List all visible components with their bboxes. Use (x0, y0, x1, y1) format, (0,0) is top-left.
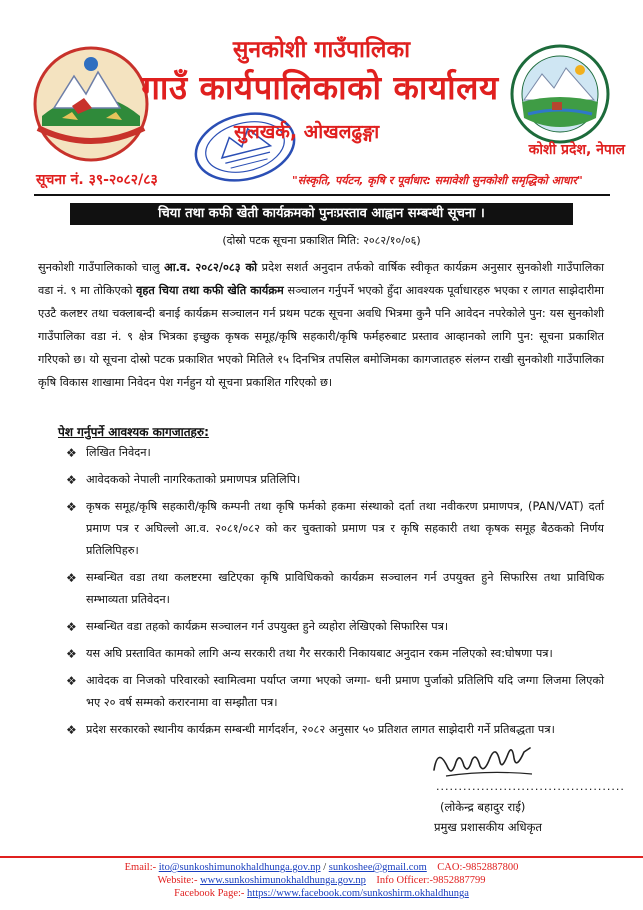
footer-divider (0, 856, 643, 858)
notice-subject: चिया तथा कफी खेती कार्यक्रमको पुनःप्रस्ताव आह्वान सम्बन्धी सूचना । (70, 203, 573, 225)
email-link-secondary[interactable]: sunkoshee@gmail.com (328, 862, 427, 873)
body-text-1: सुनकोशी गाउँपालिकाको चालु (38, 261, 165, 274)
slogan: "संस्कृति, पर्यटन, कृषि र पूर्वाधार: समावेशी सुनकोशी समृद्धिको आधार" (292, 174, 583, 187)
facebook-link[interactable]: https://www.facebook.com/sunkoshirm.okhaldhunga (247, 888, 469, 899)
footer-email-line (0, 861, 643, 874)
header-divider (34, 194, 610, 196)
office-stamp (185, 100, 305, 194)
body-text-3: सञ्चालन गर्नुपर्ने भएको हुँदा आवश्यक पूर्वाधारहरु भएका र लागत साझेदारीमा एउटै कलष्टर तथा चक्लाबन्दी बनाई कार्यक्रम सञ्चालन गर्न प्रथम पटक सूचना अवधि भित्रमा कुनै पनि आवेदन नपरेकोले पुन: यस सुनकोशी गाउँपालिका वडा नं. ९ क्षेत्र भित्रका इच्छुक कृषक समूह/कृषि सहकारी/कृषि फर्महरुबाट प्रस्ताव आव्हानको लागि पुन: सूचना प्रकाशित गरिएको छ। यो सूचना दोस्रो पटक प्रकाशित भएको मितिले १५ दिनभित्र तपसिल बमोजिमका कागजातहरु संलग्न राखी सुनकोशी गाउँपालिका कृषि विकास शाखामा निवेदन पेश गर्नहुन यो सूचना प्रकाशित गरिएको छ। (38, 284, 604, 389)
diamond-bullet-icon: ❖ (66, 620, 77, 634)
list-item: ❖ यस अघि प्रस्तावित कामको लागि अन्य सरकारी तथा गैर सरकारी निकायबाट अनुदान रकम नलिएको स्व:घोषणा पत्र। (86, 643, 604, 665)
footer-facebook-line (0, 887, 643, 900)
facebook-label: Facebook Page:- (174, 888, 245, 899)
list-item: ❖ प्रदेश सरकारको स्थानीय कार्यक्रम सम्बन्धी मार्गदर्शन, २०८२ अनुसार ५० प्रतिशत लागत साझेदारी गर्ने प्रतिबद्धता पत्र। (86, 719, 604, 741)
cao-phone: CAO:-9852887800 (437, 862, 519, 873)
website-link[interactable]: www.sunkoshimunokhaldhunga.gov.np (200, 875, 366, 886)
diamond-bullet-icon: ❖ (66, 647, 77, 661)
office-address: सुलखर्क, ओखलढुङ्गा (234, 121, 380, 143)
list-item: ❖ आवेदक वा निजको परिवारको स्वामित्वमा पर्याप्त जग्गा भएको जग्गा- धनी प्रमाण पुर्जाको प्रतिलिपि यदि जग्गा लिजमा लिएको भए २० वर्ष सम्मको करारनामा वा सम्झौता पत्र। (86, 670, 604, 714)
documents-list (66, 442, 604, 746)
website-label: Website:- (157, 875, 198, 886)
list-item: ❖ लिखित निवेदन। (86, 442, 604, 464)
email-separator: / (320, 862, 329, 873)
fiscal-year: आ.व. २०८२/०८३ को (164, 261, 258, 274)
notice-number: सूचना नं. ३९-२०८२/८३ (36, 172, 158, 188)
diamond-bullet-icon: ❖ (66, 674, 77, 688)
footer-website-line (0, 874, 643, 887)
body-text-2: प्रदेश सशर्त अनुदान तर्फको वार्षिक स्वीकृत कार्यक्रम अनुसार सुनकोशी गाउँपालिका वडा नं. ९ मा तोकिएको (38, 261, 604, 297)
municipality-name: सुनकोशी गाउँपालिका (232, 37, 411, 63)
list-item: ❖ कृषक समूह/कृषि सहकारी/कृषि कम्पनी तथा कृषि फर्मको हकमा संस्थाको दर्ता तथा नवीकरण प्रमाणपत्र, (PAN/VAT) दर्ता प्रमाण पत्र र अघिल्लो आ.व. २०८१/०८२ को कर चुक्ताको प्रमाण पत्र र कृषि सहकारी तथा कृषक समूह बैठकको निर्णय प्रतिलिपिहरु। (86, 496, 604, 562)
diamond-bullet-icon: ❖ (66, 723, 77, 737)
notice-body (38, 256, 604, 394)
info-officer-phone: Info Officer:-9852887799 (376, 875, 486, 886)
list-item: ❖ आवेदकको नेपाली नागरिकताको प्रमाणपत्र प्रतिलिपि। (86, 469, 604, 491)
diamond-bullet-icon: ❖ (66, 446, 77, 460)
office-name: गाउँ कार्यपालिकाको कार्यालय (141, 68, 499, 107)
email-label: Email:- (124, 862, 157, 873)
list-item: ❖ सम्बन्धित वडा तथा कलष्टरमा खटिएका कृषि प्राविधिकको कार्यक्रम सञ्चालन गर्न उपयुक्त हुने सिफारिस तथा प्राविधिक सम्भाव्यता प्रतिवेदन। (86, 567, 604, 611)
province-name: कोशी प्रदेश, नेपाल (528, 142, 625, 158)
email-link-primary[interactable]: ito@sunkoshimunokhaldhunga.gov.np (158, 862, 321, 873)
footer-contacts (0, 861, 643, 900)
documents-heading: पेश गर्नुपर्ने आवश्यक कागजातहरु: (58, 425, 209, 439)
program-name: वृहत चिया तथा कफी खेति कार्यक्रम (136, 284, 284, 297)
published-date-line: (दोस्रो पटक सूचना प्रकाशित मिति: २०८२/१०/०६) (222, 234, 421, 247)
diamond-bullet-icon: ❖ (66, 473, 77, 487)
signature-line: .......................................... (436, 780, 625, 793)
diamond-bullet-icon: ❖ (66, 571, 77, 585)
diamond-bullet-icon: ❖ (66, 500, 77, 514)
signer-name: (लोकेन्द्र बहादुर राई) (440, 800, 526, 814)
signer-title: प्रमुख प्रशासकीय अधिकृत (434, 820, 542, 834)
list-item: ❖ सम्बन्धित वडा तहको कार्यक्रम सञ्चालन गर्न उपयुक्त हुने व्यहोरा लेखिएको सिफारिस पत्र। (86, 616, 604, 638)
